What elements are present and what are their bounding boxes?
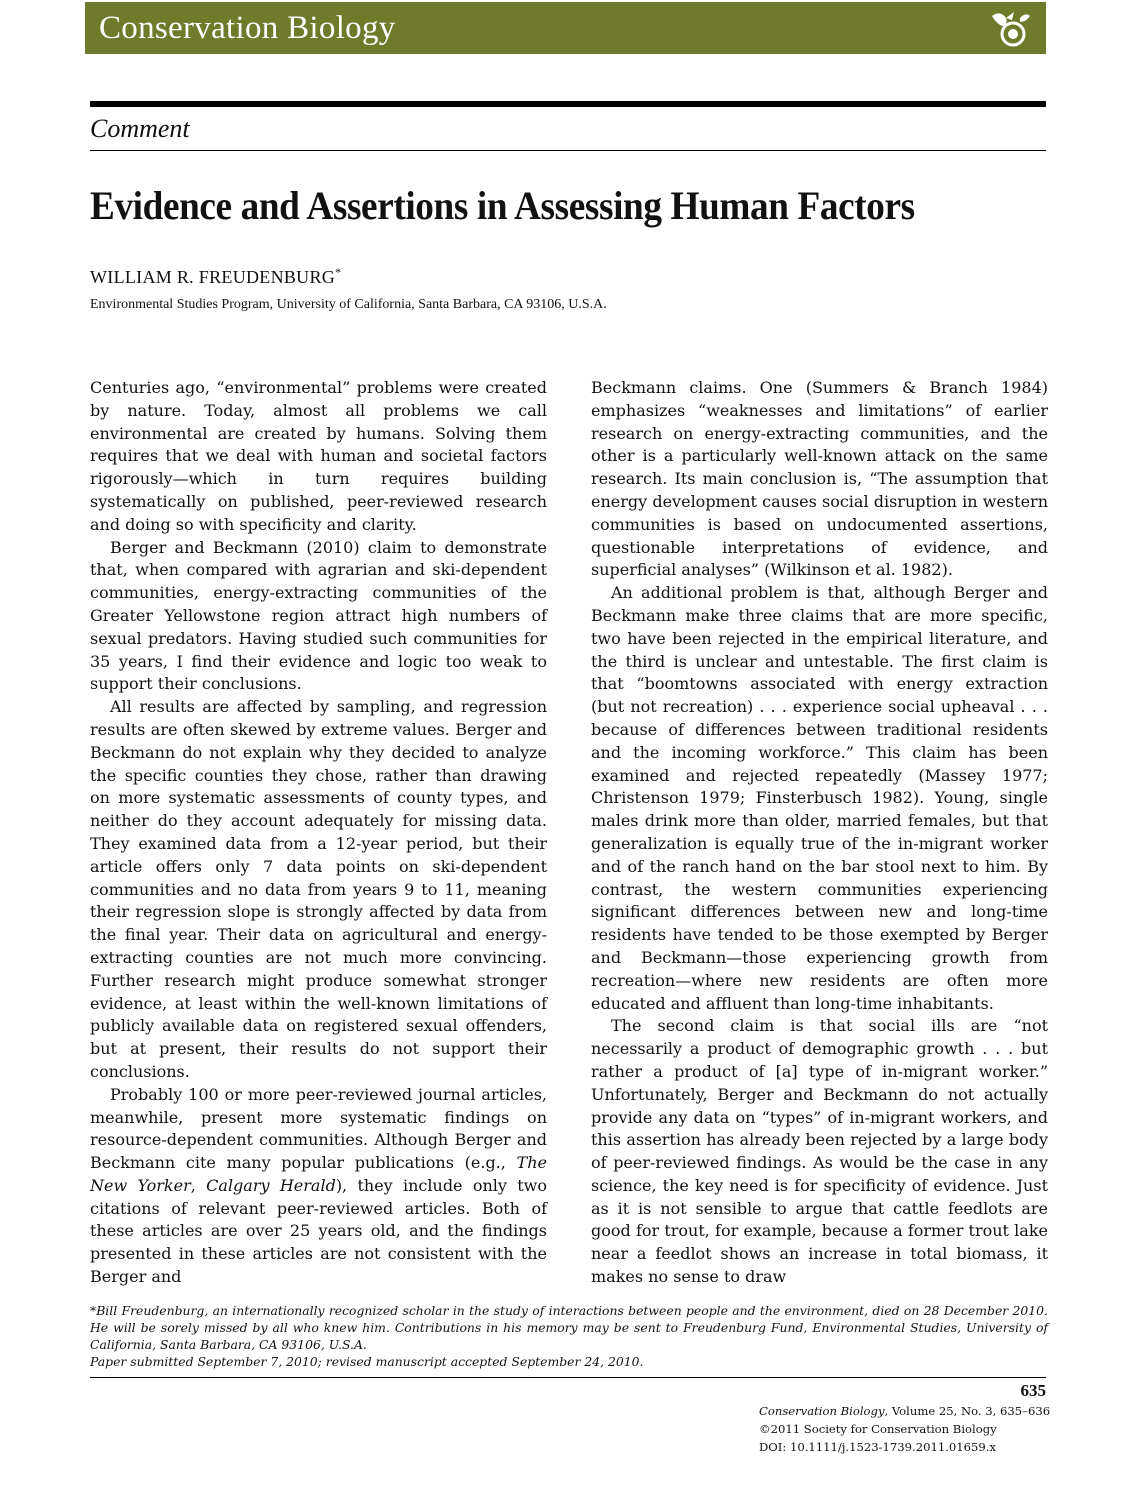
body-paragraph: An additional problem is that, although Berger and Beckmann make three claims that are more specific, two have been rejected in the empirical literature, and the third is unclear and untestable. The first claim is that “boomtowns associated with energy extraction (but not recreation) . . . experience social upheaval . . . because of differences between traditional residents and the incoming workforce.” This claim has been examined and rejected repeatedly (Massey 1977; Christenson 1979; Finsterbusch 1982). Young, single males drink more than older, married females, but that generalization is equally true of the in-migrant worker and of the ranch hand on the bar stool next to him. By contrast, the western communities experiencing significant differences between new and long-time residents have tended to be those exempted by Berger and Beckmann—those experiencing growth from recreation—where new residents are often more educated and affluent than long-time inhabitants.	[591, 583, 1048, 1013]
author-line	[90, 265, 341, 288]
footer-rule	[90, 1377, 1046, 1378]
cited-publication: The New Yorker	[90, 1153, 547, 1195]
author-affiliation: Environmental Studies Program, University of California, Santa Barbara, CA 93106, U.S.A.	[90, 297, 607, 312]
memorial-footnote: *Bill Freudenburg, an internationally recognized scholar in the study of interactions between people and the environment, died on 28 December 2010. He will be sorely missed by all who knew him. Contributions in his memory may be sent to Freudenburg Fund, Environmental Studies, University of California, Santa Barbara, CA 93106, U.S.A.	[90, 1303, 1048, 1352]
bird-logo-icon	[986, 6, 1034, 50]
body-paragraph: All results are affected by sampling, and regression results are often skewed by extreme values. Berger and Beckmann do not explain why they decided to analyze the specific counties they chose, rather than drawing on more systematic assessments of county types, and neither do they account adequately for missing data. They examined data from a 12-year period, but their article offers only 7 data points on ski-dependent communities and no data from years 9 to 11, meaning their regression slope is strongly affected by data from the final year. Their data on agricultural and energy-extracting counties are not much more convincing. Further research might produce somewhat stronger evidence, at least within the well-known limitations of publicly available data on registered sexual offenders, but at present, their results do not support their conclusions.	[90, 697, 547, 1081]
header-rule	[90, 101, 1046, 107]
doi-line: DOI: 10.1111/j.1523-1739.2011.01659.x	[759, 1440, 997, 1454]
body-paragraph: Berger and Beckmann (2010) claim to demonstrate that, when compared with agrarian and ski-dependent communities, energy-extracting communities of the Greater Yellowstone region attract high numbers of sexual predators. Having studied such communities for 35 years, I find their evidence and logic too weak to support their conclusions.	[90, 537, 547, 694]
citation-block	[759, 1402, 1050, 1456]
footnotes	[90, 1302, 1048, 1370]
article-title: Evidence and Assertions in Assessing Human Factors	[90, 183, 915, 228]
journal-masthead	[85, 2, 1046, 54]
cited-publication: Calgary Herald	[206, 1175, 336, 1195]
body-column-right	[591, 377, 1048, 1289]
citation-volume: , Volume 25, No. 3, 635–636	[884, 1404, 1051, 1418]
body-paragraph: Centuries ago, “environmental” problems were created by nature. Today, almost all problems we call environmental are created by humans. Solving them requires that we deal with human and societal factors rigorously—which in turn requires building systematically on published, peer-reviewed research and doing so with specificity and clarity.	[90, 378, 547, 534]
paragraph-text: ), they include only two citations of relevant peer-reviewed articles. Both of these articles are over 25 years old, and the findings presented in these articles are not consistent with the Berger and	[90, 1175, 548, 1287]
paragraph-text: ,	[190, 1175, 207, 1195]
citation-journal-line	[759, 1402, 1050, 1420]
body-paragraph	[90, 1084, 547, 1289]
journal-name: Conservation Biology	[99, 9, 396, 46]
section-label: Comment	[90, 114, 190, 143]
paragraph-text: Probably 100 or more peer-reviewed journal articles, meanwhile, present more systematic findings on resource-dependent communities. Although Berger and Beckmann cite many popular publications (e.g.,	[90, 1084, 547, 1173]
citation-journal: Conservation Biology	[759, 1404, 885, 1418]
section-rule	[90, 150, 1046, 151]
author-footnote-mark: *	[335, 265, 342, 279]
body-paragraph: Beckmann claims. One (Summers & Branch 1984) emphasizes “weaknesses and limitations” of earlier research on energy-extracting communities, and the other is a particularly well-known attack on the same research. Its main conclusion is, “The assumption that energy development causes social disruption in western communities is based on undocumented assertions, questionable interpretations of evidence, and superficial analyses” (Wilkinson et al. 1982).	[591, 378, 1048, 580]
copyright-line: ©2011 Society for Conservation Biology	[759, 1422, 997, 1436]
page-number: 635	[1020, 1381, 1046, 1400]
submission-dates: Paper submitted September 7, 2010; revised manuscript accepted September 24, 2010.	[90, 1354, 644, 1369]
body-column-left	[90, 377, 547, 1289]
author-name: WILLIAM R. FREUDENBURG	[90, 267, 336, 287]
body-paragraph: The second claim is that social ills are “not necessarily a product of demographic growth . . . but rather a product of [a] type of in-migrant worker.” Unfortunately, Berger and Beckmann do not actually provide any data on “types” of in-migrant workers, and this assertion has already been rejected by a large body of peer-reviewed findings. As would be the case in any science, the key need is for specificity of evidence. Just as it is not sensible to argue that cattle feedlots are good for trout, for example, because a former trout lake near a feedlot shows an increase in total biomass, it makes no sense to draw	[591, 1016, 1048, 1287]
